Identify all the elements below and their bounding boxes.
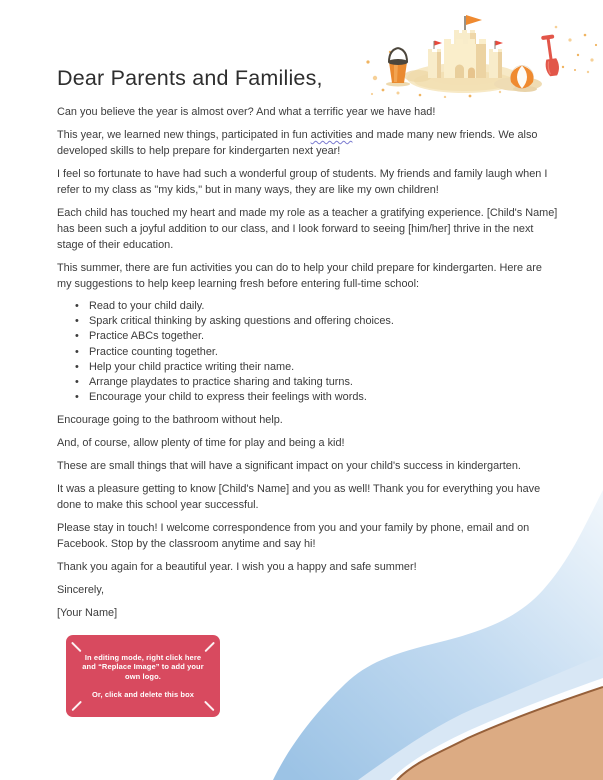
paragraph: This summer, there are fun activities you can do to help your child prepare for kindergarten. Here are my suggestions to help keep learning fresh before entering full-time school:	[57, 262, 542, 290]
paragraph: And, of course, allow plenty of time for play and being a kid!	[57, 437, 345, 450]
logo-box-delete-hint: Or, click and delete this box	[91, 690, 195, 699]
logo-box-instruction: In editing mode, right click here and “Replace Image” to add your own logo.	[82, 652, 204, 681]
suggestion-item: • Practice ABCs together.	[57, 329, 559, 344]
paragraph: I feel so fortunate to have had such a wonderful group of students. My friends and family laugh when I refer to my class as "my kids," but in many ways, they are like my own children!	[57, 168, 548, 196]
suggestions-list	[57, 299, 559, 405]
suggestion-item: • Arrange playdates to practice sharing and taking turns.	[57, 375, 559, 390]
paragraph-text: This year, we learned new things, participated in fun	[57, 129, 311, 141]
letter-title: Dear Parents and Families,	[57, 66, 323, 90]
spellcheck-flagged-word: activities	[310, 129, 353, 141]
suggestion-item: • Spark critical thinking by asking questions and offering choices.	[57, 314, 559, 329]
corner-mark-icon	[71, 700, 81, 710]
corner-mark-icon	[204, 700, 214, 710]
suggestion-item: • Practice counting together.	[57, 345, 559, 360]
paragraph: Encourage going to the bathroom without help.	[57, 414, 283, 427]
signature-placeholder: [Your Name]	[57, 607, 118, 620]
paragraph: It was a pleasure getting to know [Child's Name] and you as well! Thank you for everything you have done to make this school year successful.	[57, 483, 541, 512]
letter-body	[57, 66, 559, 628]
paragraph: Thank you again for a beautiful year. I wish you a happy and safe summer!	[57, 561, 417, 574]
logo-placeholder-box[interactable]	[66, 635, 220, 717]
paragraph: Each child has touched my heart and made my role as a teacher a gratifying experience. [Child's Name] has been such a joyful addition to our class, and I look forward to seeing [him/her] thrive in the next stage of their education.	[57, 207, 558, 251]
paragraph: These are small things that will have a significant impact on your child's success in kindergarten.	[57, 460, 521, 473]
paragraph-text: and made many new friends. We also developed skills to help prepare for kindergarten next year!	[57, 129, 538, 157]
corner-mark-icon	[204, 642, 214, 652]
corner-mark-icon	[71, 642, 81, 652]
paragraph	[57, 127, 559, 159]
suggestion-item: • Encourage your child to express their feelings with words.	[57, 390, 559, 405]
suggestion-item: • Read to your child daily.	[57, 299, 559, 314]
signoff: Sincerely,	[57, 584, 105, 597]
paragraph: Can you believe the year is almost over? And what a terrific year we have had!	[57, 106, 436, 118]
paragraph: Please stay in touch! I welcome correspondence from you and your family by phone, email and on Facebook. Stop by the classroom anytime and say hi!	[57, 522, 530, 551]
suggestion-item: • Help your child practice writing their name.	[57, 360, 559, 375]
